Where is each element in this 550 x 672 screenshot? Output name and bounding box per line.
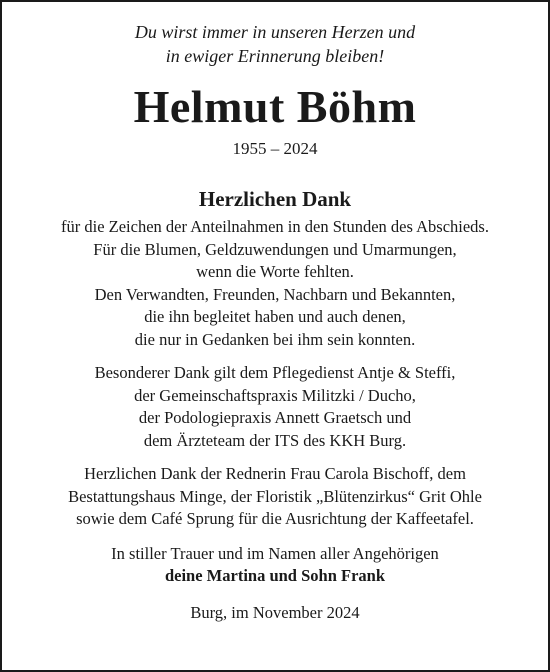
text-line: die nur in Gedanken bei ihm sein konnten. [134,329,416,349]
text-line: Bestattungshaus Minge, der Floristik „Blütenzirkus“ Grit Ohle [68,486,482,506]
closing-line: In stiller Trauer und im Namen aller Angehörigen [111,543,439,563]
thanks-heading: Herzlichen Dank [198,187,352,211]
place-date: Burg, im November 2024 [190,602,360,622]
text-line: Den Verwandten, Freunden, Nachbarn und Bekannten, [94,284,456,304]
text-line: sowie dem Café Sprung für die Ausrichtung der Kaffeetafel. [76,509,474,528]
text-line: für die Zeichen der Anteilnahmen in den Stunden des Abschieds. [61,217,489,236]
memorial-motto [2,20,548,68]
signers: deine Martina und Sohn Frank [164,566,386,585]
text-line: der Podologiepraxis Annett Graetsch und [138,408,412,427]
motto-line: Du wirst immer in unseren Herzen und [134,22,416,42]
deceased-name: Helmut Böhm [133,81,417,132]
text-line: dem Ärzteteam der ITS des KKH Burg. [143,430,407,450]
motto-line: in ewiger Erinnerung bleiben! [165,46,385,66]
thanks-paragraph [2,216,548,351]
additional-thanks-paragraph [2,463,548,531]
special-thanks-paragraph [2,362,548,452]
text-line: Herzlichen Dank der Rednerin Frau Carola Bischoff, dem [84,464,466,483]
text-line: Für die Blumen, Geldzuwendungen und Umarmungen, [93,239,457,259]
text-line: Besonderer Dank gilt dem Pflegedienst Antje & Steffi, [94,363,456,382]
text-line: die ihn begleitet haben und auch denen, [144,307,406,326]
text-line: der Gemeinschaftspraxis Militzki / Ducho, [134,385,416,405]
closing-block [2,543,548,588]
text-line: wenn die Worte fehlten. [196,262,354,281]
life-years: 1955 – 2024 [232,139,318,158]
